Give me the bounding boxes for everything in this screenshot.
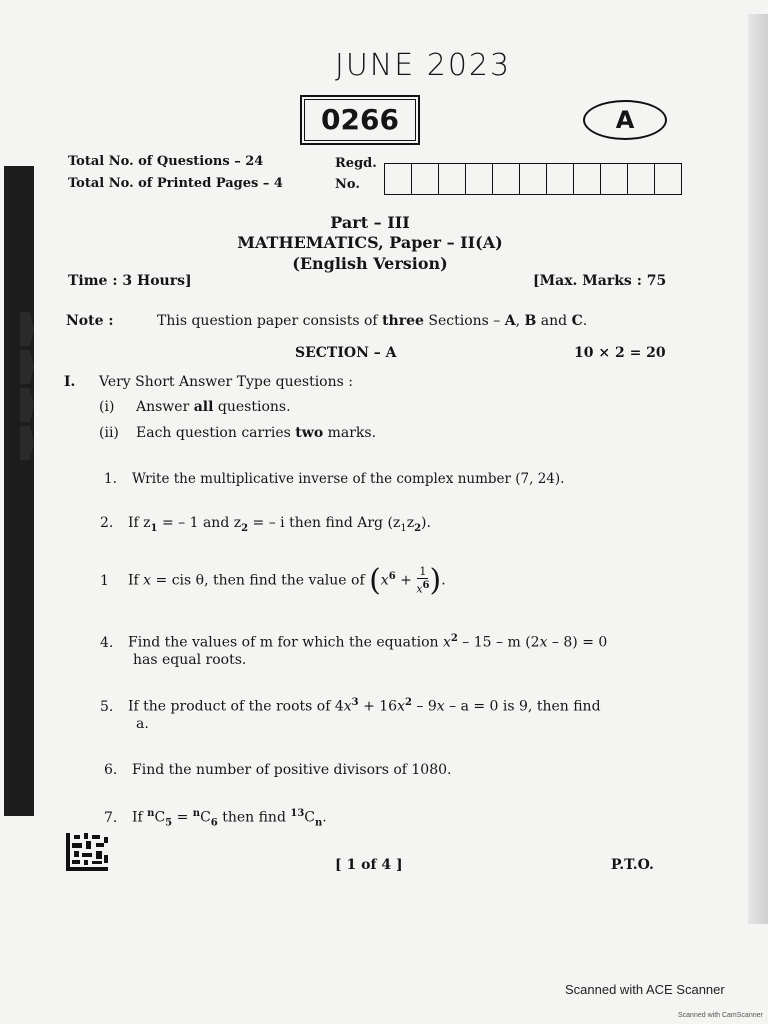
- question-2: 2. If $z_1$ = – 1 and $z_2$ = – i then find Arg $(z_1z_2)$.: [100, 515, 431, 534]
- handwritten-date: JUNE 2023: [335, 48, 512, 83]
- question-7: 7. If $^nC_5 = ^nC_6$ then find $^{13}C_n$.: [104, 808, 327, 829]
- question-1: 1. Write the multiplicative inverse of the complex number (7, 24).: [104, 471, 565, 487]
- question-5: 5. If the product of the roots of $4x^3 + 16x^2 - 9x - a = 0$ is 9, then find: [100, 697, 601, 715]
- instruction-i: Answer all questions.: [136, 399, 291, 415]
- barcode-icon: [66, 833, 108, 871]
- question-5-line-2: a.: [136, 716, 149, 732]
- regd-no-label: No.: [335, 177, 360, 192]
- instruction-heading: Very Short Answer Type questions :: [99, 374, 353, 390]
- pto-label: P.T.O.: [611, 857, 654, 873]
- instruction-ii-number: (ii): [99, 425, 119, 441]
- note-text: This question paper consists of three Sections – A, B and C.: [157, 313, 588, 329]
- scan-right-edge: [748, 14, 768, 924]
- page-indicator: [ 1 of 4 ]: [335, 857, 403, 873]
- paper-set-badge: A: [583, 100, 667, 140]
- section-heading: SECTION – A: [295, 345, 397, 361]
- regd-label: Regd.: [335, 156, 377, 171]
- scanner-watermark: Scanned with ACE Scanner: [565, 982, 725, 997]
- instruction-i-number: (i): [99, 399, 115, 415]
- question-6: 6. Find the number of positive divisors of 1080.: [104, 762, 452, 778]
- total-questions: Total No. of Questions – 24: [68, 154, 264, 169]
- subject-title: MATHEMATICS, Paper – II(A): [237, 233, 503, 252]
- max-marks-label: [Max. Marks : 75: [533, 273, 667, 289]
- scanner-watermark-small: Scanned with CamScanner: [678, 1012, 763, 1019]
- question-3: 1 If x = cis θ, then find the value of ($x^6$ + $\frac{1}{x^6}$ ).: [100, 563, 446, 598]
- version-title: (English Version): [292, 254, 448, 273]
- section-marks: 10 × 2 = 20: [574, 345, 666, 361]
- question-4-line-2: has equal roots.: [133, 652, 247, 668]
- instruction-numeral: I.: [64, 374, 76, 390]
- paper-code-box: 0266: [300, 95, 420, 145]
- registration-number-boxes: [384, 163, 682, 195]
- note-label: Note :: [66, 313, 114, 329]
- part-title: Part – III: [330, 213, 410, 232]
- time-label: Time : 3 Hours]: [68, 273, 192, 289]
- instruction-ii: Each question carries two marks.: [136, 425, 377, 441]
- question-4: 4. Find the values of m for which the equation $x^2 - 15$ – m (2x – 8) = 0: [100, 633, 608, 651]
- total-pages: Total No. of Printed Pages – 4: [68, 176, 283, 191]
